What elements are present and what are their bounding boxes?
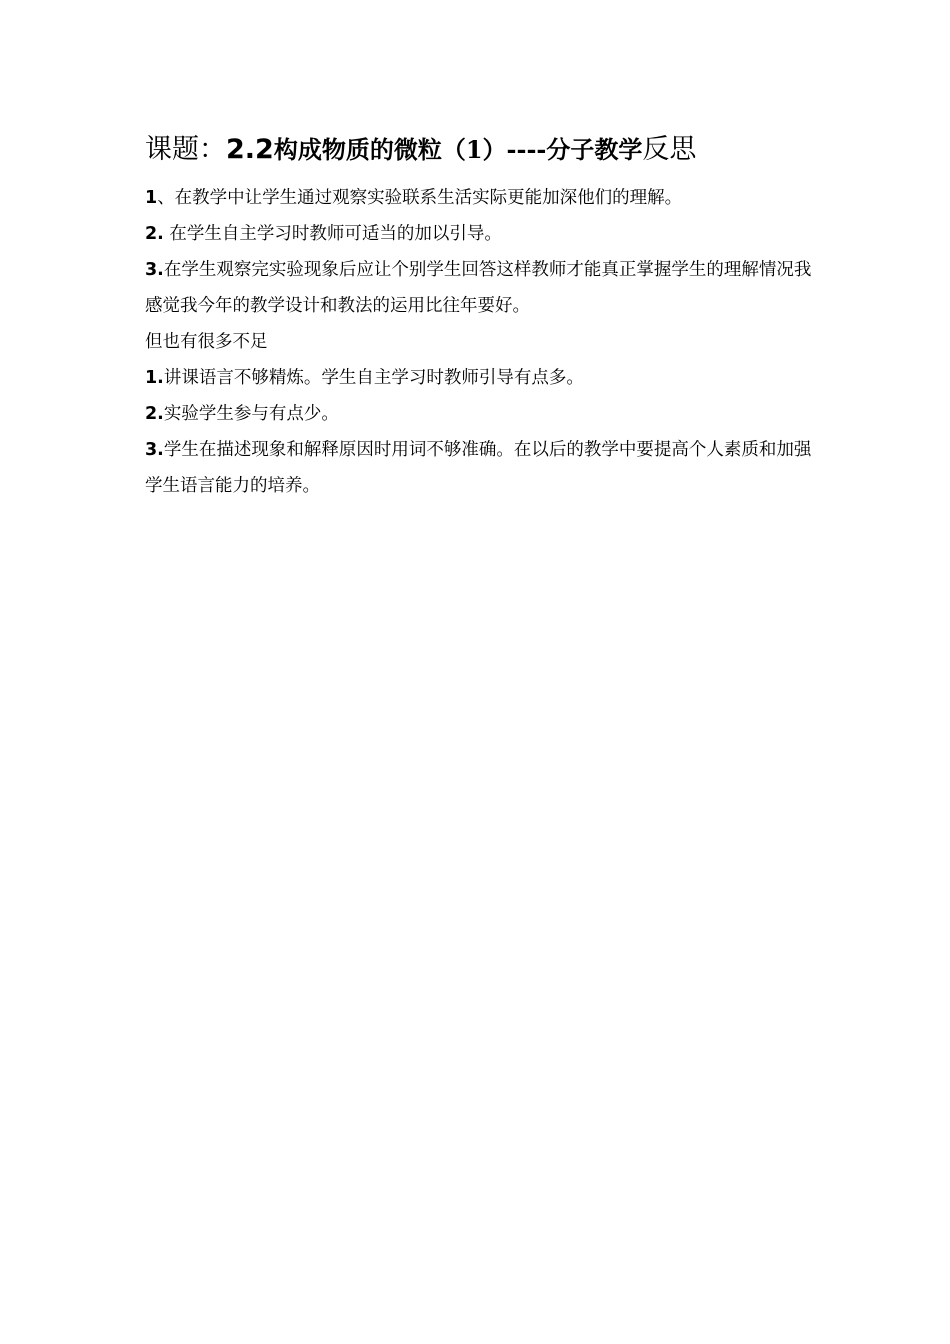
title-prefix: 课题： xyxy=(145,134,226,165)
title-suffix: 反思 xyxy=(642,134,697,165)
title-topic: 构成物质的微粒（1）----分子教学 xyxy=(273,135,643,164)
paragraph-number: 1. xyxy=(145,368,164,388)
paragraph-shortcoming-1 xyxy=(145,360,825,396)
paragraph-number: 3. xyxy=(145,260,164,280)
paragraph-shortcomings-intro xyxy=(145,324,825,360)
paragraph-shortcoming-2 xyxy=(145,396,825,432)
paragraph-text: 学生在描述现象和解释原因时用词不够准确。在以后的教学中要提高个人素质和加强学生语言能力的培养。 xyxy=(145,440,812,496)
document-title xyxy=(145,128,825,172)
paragraph-text: 但也有很多不足 xyxy=(145,332,268,352)
paragraph-shortcoming-3 xyxy=(145,432,825,504)
paragraph-number: 3. xyxy=(145,440,164,460)
paragraph-text: 在学生观察完实验现象后应让个别学生回答这样教师才能真正掌握学生的理解情况我感觉我今年的教学设计和教法的运用比往年要好。 xyxy=(145,260,812,316)
document-page xyxy=(145,128,825,504)
paragraph-text: 实验学生参与有点少。 xyxy=(163,404,339,424)
paragraph-text: 讲课语言不够精炼。学生自主学习时教师引导有点多。 xyxy=(163,368,584,388)
title-number: 2.2 xyxy=(226,134,274,165)
paragraph-3 xyxy=(145,252,825,324)
paragraph-text: 、在教学中让学生通过观察实验联系生活实际更能加深他们的理解。 xyxy=(157,188,683,208)
paragraph-1 xyxy=(145,180,825,216)
paragraph-number: 1 xyxy=(145,188,158,208)
paragraph-number: 2. xyxy=(145,224,164,244)
paragraph-text: 在学生自主学习时教师可适当的加以引导。 xyxy=(163,224,502,244)
paragraph-number: 2. xyxy=(145,404,164,424)
paragraph-2 xyxy=(145,216,825,252)
